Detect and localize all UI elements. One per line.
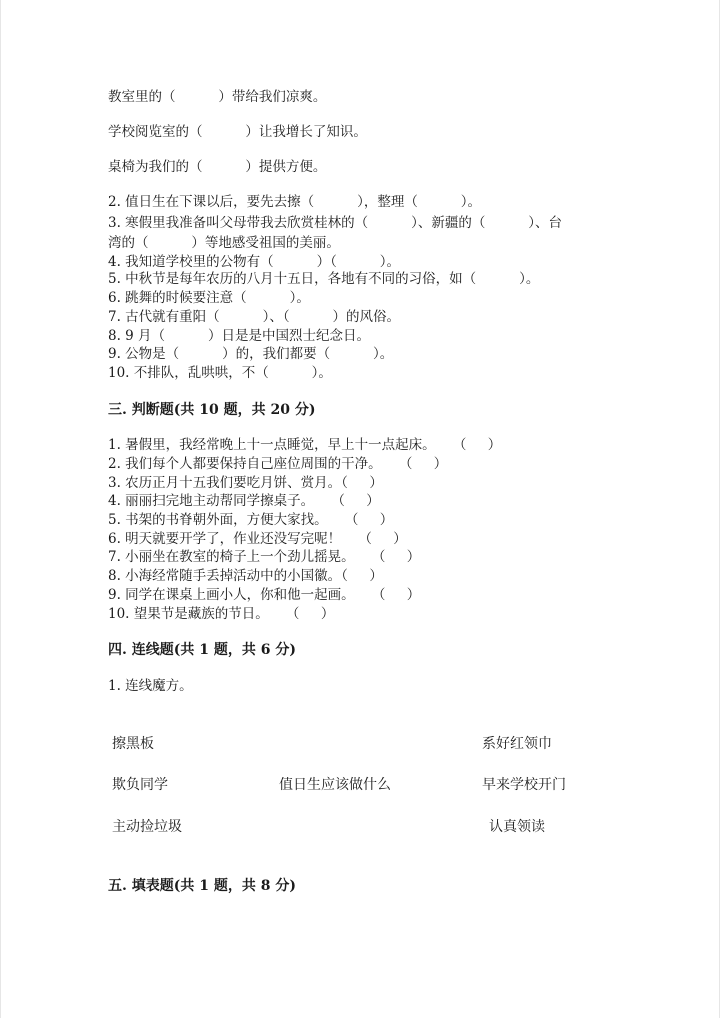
question-prompt: 1. 连线魔方。 — [108, 678, 193, 694]
section-heading: 四. 连线题(共 1 题，共 6 分) — [108, 642, 296, 658]
match-left-item: 欺负同学 — [112, 777, 168, 793]
judge-item: 4. 丽丽扫完地主动帮同学擦桌子。 （ ） — [108, 493, 380, 509]
judge-item: 8. 小海经常随手丢掉活动中的小国徽。（ ） — [108, 568, 383, 584]
match-right-item: 认真领读 — [489, 819, 545, 835]
judge-item: 5. 书架的书脊朝外面，方便大家找。 （ ） — [108, 512, 394, 528]
match-right-item: 早来学校开门 — [482, 777, 566, 793]
question-line: 6. 跳舞的时候要注意（ ）。 — [108, 290, 310, 306]
judge-item: 3. 农历正月十五我们要吃月饼、赏月。（ ） — [108, 475, 383, 491]
question-line: 4. 我知道学校里的公物有（ ）（ ）。 — [108, 254, 400, 270]
match-center-item: 值日生应该做什么 — [279, 777, 391, 793]
judge-item: 10. 望果节是藏族的节日。 （ ） — [108, 606, 335, 622]
match-right-item: 系好红领巾 — [482, 736, 552, 752]
match-left-item: 主动捡垃圾 — [112, 819, 182, 835]
question-line: 湾的（ ）等地感受祖国的美丽。 — [108, 235, 340, 251]
fill-item: 桌椅为我们的（ ）提供方便。 — [108, 159, 327, 175]
section-heading: 三. 判断题(共 10 题，共 20 分) — [108, 402, 316, 418]
question-line: 7. 古代就有重阳（ ）、（ ）的风俗。 — [108, 309, 400, 325]
question-line: 8. 9 月（ ）日是是中国烈士纪念日。 — [108, 328, 370, 344]
question-line: 3. 寒假里我准备叫父母带我去欣赏桂林的（ ）、新疆的（ ）、台 — [108, 215, 562, 231]
question-line: 9. 公物是（ ）的，我们都要（ ）。 — [108, 346, 394, 362]
judge-item: 1. 暑假里，我经常晚上十一点睡觉，早上十一点起床。 （ ） — [108, 437, 502, 453]
question-line: 2. 值日生在下课以后，要先去擦（ ），整理（ ）。 — [108, 194, 481, 210]
match-left-item: 擦黑板 — [112, 736, 154, 752]
question-line: 5. 中秋节是每年农历的八月十五日，各地有不同的习俗，如（ ）。 — [108, 271, 540, 287]
judge-item: 9. 同学在课桌上画小人，你和他一起画。 （ ） — [108, 587, 421, 603]
judge-item: 6. 明天就要开学了，作业还没写完呢！ （ ） — [108, 531, 407, 547]
section-heading: 五. 填表题(共 1 题，共 8 分) — [108, 878, 296, 894]
question-line: 10. 不排队，乱哄哄，不（ ）。 — [108, 365, 332, 381]
page-left-edge — [0, 0, 1, 1018]
fill-item: 教室里的（ ）带给我们凉爽。 — [108, 89, 327, 105]
judge-item: 7. 小丽坐在教室的椅子上一个劲儿摇晃。 （ ） — [108, 549, 421, 565]
fill-item: 学校阅览室的（ ）让我增长了知识。 — [108, 124, 367, 140]
judge-item: 2. 我们每个人都要保持自己座位周围的干净。 （ ） — [108, 456, 448, 472]
